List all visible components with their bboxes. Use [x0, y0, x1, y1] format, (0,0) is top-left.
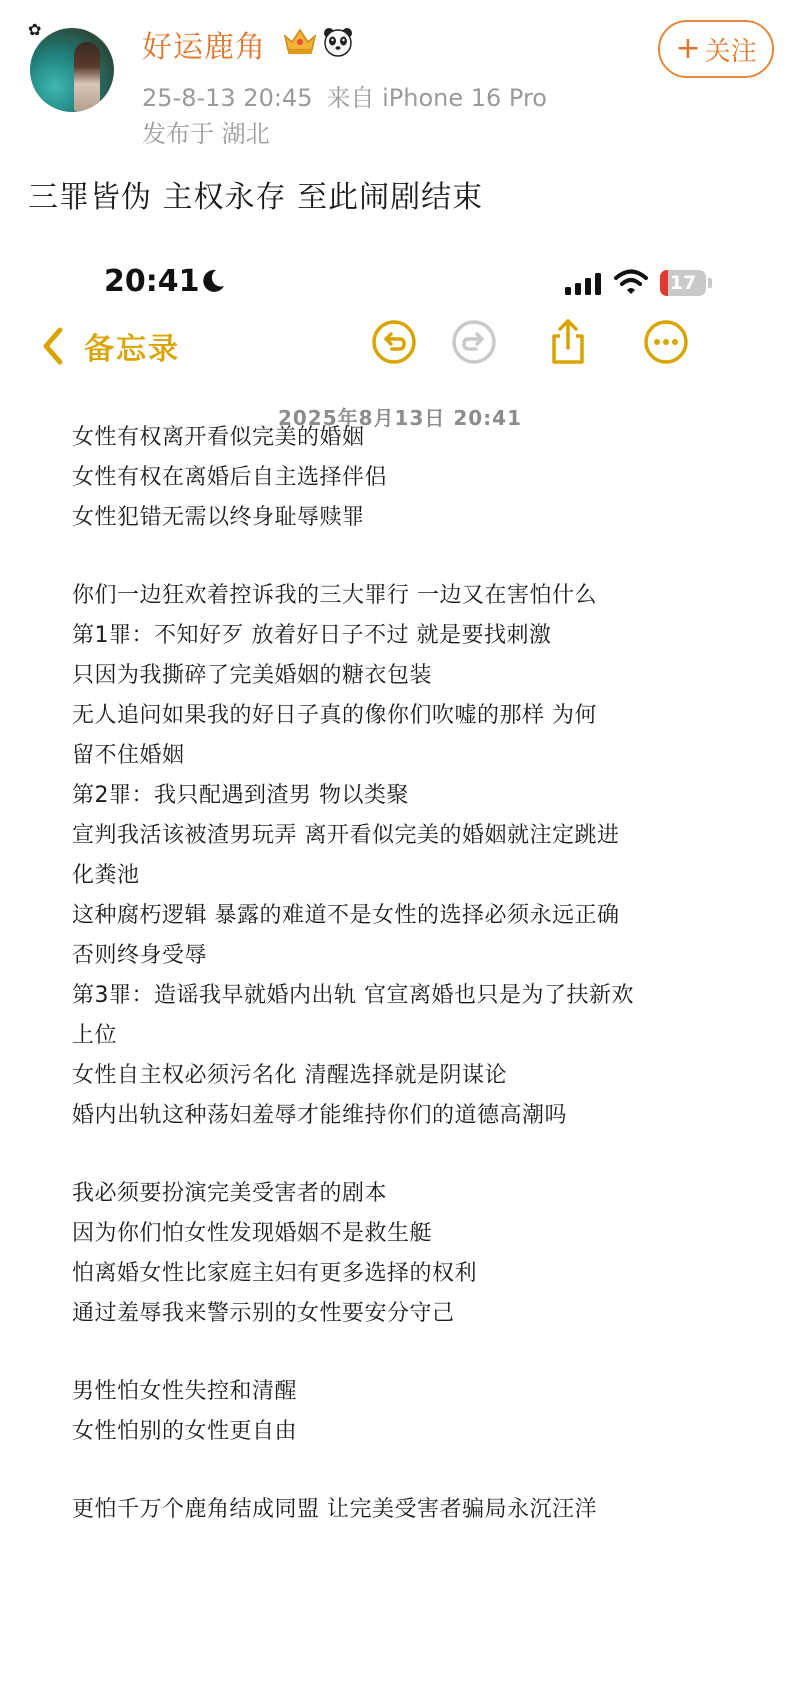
signal-icon: [564, 272, 604, 296]
note-line: 通过羞辱我来警示别的女性要安分守己: [72, 1301, 455, 1326]
avatar-image: [30, 28, 114, 112]
post-meta: [142, 78, 561, 113]
moon-icon: [200, 268, 226, 294]
note-blank-line: [72, 1136, 762, 1174]
battery-icon: [660, 270, 706, 296]
more-icon[interactable]: [642, 318, 690, 366]
note-blank-line: [72, 1452, 762, 1490]
chevron-left-icon: [40, 326, 66, 366]
status-time: 20:41: [104, 264, 200, 299]
note-date: 2025年8月13日 20:41: [277, 406, 523, 430]
note-line: 男性怕女性失控和清醒: [72, 1379, 298, 1404]
note-blank-line: [72, 538, 762, 576]
avatar-frame-decoration-icon: ✿: [28, 20, 42, 39]
note-line: 婚内出轨这种荡妇羞辱才能维持你们的道德高潮吗: [72, 1103, 568, 1128]
post-date: 25-8-13 20:45: [142, 84, 313, 112]
note-line: 留不住婚姻: [72, 743, 185, 768]
note-line: 第1罪：不知好歹 放着好日子不过 就是要找刺激: [72, 623, 552, 648]
note-line: 女性犯错无需以终身耻辱赎罪: [72, 505, 365, 530]
note-line: 化粪池: [72, 863, 140, 888]
post-header: [0, 0, 800, 160]
redo-icon[interactable]: [450, 318, 498, 366]
note-line: 你们一边狂欢着控诉我的三大罪行 一边又在害怕什么: [72, 583, 597, 608]
note-line: 因为你们怕女性发现婚姻不是救生艇: [72, 1221, 433, 1246]
status-bar: [0, 262, 800, 312]
note-blank-line: [72, 1334, 762, 1372]
note-line: 女性有权离开看似完美的婚姻: [72, 425, 365, 450]
username[interactable]: 好运鹿角: [142, 30, 266, 65]
note-line: 更怕千万个鹿角结成同盟 让完美受害者骗局永沉汪洋: [72, 1497, 597, 1522]
crown-badge-icon: [282, 26, 318, 56]
battery-level: 17: [669, 272, 697, 294]
post-text: 三罪皆伪 主权永存 至此闹剧结束: [28, 180, 484, 215]
note-line: 我必须要扮演完美受害者的剧本: [72, 1181, 388, 1206]
battery-tip: [708, 278, 712, 288]
back-button[interactable]: [40, 318, 180, 374]
undo-icon[interactable]: [370, 318, 418, 366]
follow-label: 关注: [704, 36, 757, 67]
note-line: 第3罪：造谣我早就婚内出轨 官宣离婚也只是为了扶新欢: [72, 983, 634, 1008]
note-line: 宣判我活该被渣男玩弄 离开看似完美的婚姻就注定跳进: [72, 823, 620, 848]
note-line: 否则终身受辱: [72, 943, 208, 968]
note-line: 这种腐朽逻辑 暴露的难道不是女性的选择必须永远正确: [72, 903, 620, 928]
follow-button[interactable]: [658, 20, 774, 78]
note-line: 第2罪：我只配遇到渣男 物以类聚: [72, 783, 409, 808]
note-line: 女性怕别的女性更自由: [72, 1419, 298, 1444]
post-source: 来自 iPhone 16 Pro: [326, 84, 547, 112]
back-label: 备忘录: [84, 332, 180, 367]
note-line: 怕离婚女性比家庭主妇有更多选择的权利: [72, 1261, 478, 1286]
wifi-icon: [614, 268, 648, 296]
post-location: 发布于 湖北: [142, 120, 270, 148]
note-body[interactable]: [72, 418, 762, 1530]
share-icon[interactable]: [544, 318, 592, 366]
plus-icon: +: [675, 31, 701, 66]
note-line: 上位: [72, 1023, 118, 1048]
avatar-person: [74, 42, 100, 112]
attached-screenshot[interactable]: [0, 240, 800, 1691]
notes-toolbar: [0, 312, 800, 392]
note-line: 女性有权在离婚后自主选择伴侣: [72, 465, 388, 490]
note-line: 无人追问如果我的好日子真的像你们吹嘘的那样 为何: [72, 703, 597, 728]
panda-icon: [322, 26, 354, 58]
avatar[interactable]: [28, 20, 116, 112]
note-line: 女性自主权必须污名化 清醒选择就是阴谋论: [72, 1063, 507, 1088]
note-line: 只因为我撕碎了完美婚姻的糖衣包装: [72, 663, 433, 688]
